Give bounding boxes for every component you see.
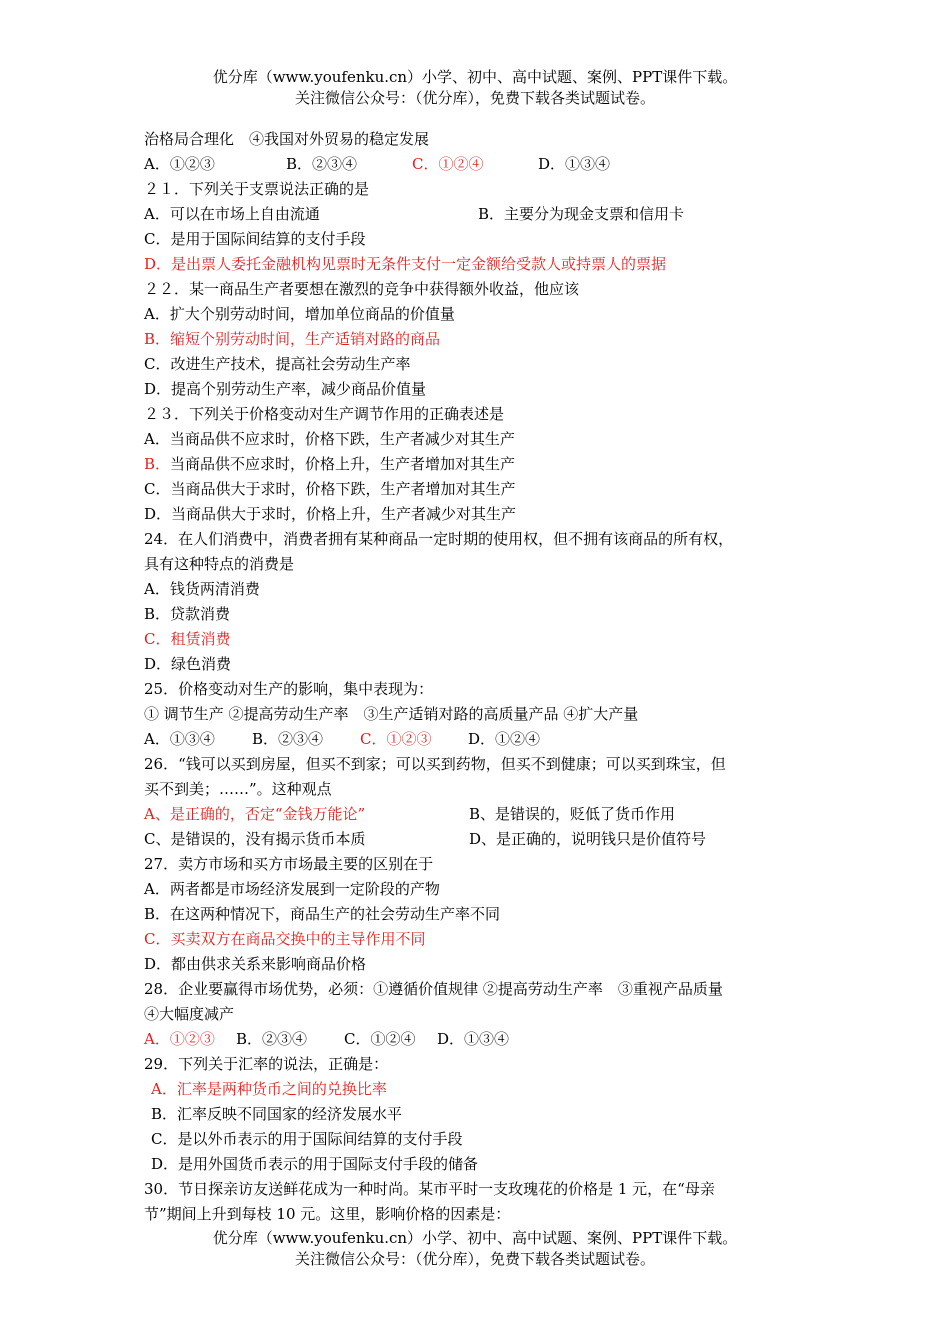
q28-options [144, 1027, 814, 1052]
q25-options [144, 727, 814, 752]
q26-option-a: A、是正确的，否定“金钱万能论” [144, 805, 366, 823]
q25-option-d: D．①②④ [468, 730, 541, 748]
q29-option-b: B．汇率反映不同国家的经济发展水平 [151, 1105, 403, 1123]
q24-option-a: A．钱货两清消费 [144, 580, 260, 598]
q20-options [144, 152, 814, 177]
page-footer [0, 1228, 950, 1270]
q25-stem: 25．价格变动对生产的影响，集中表现为： [144, 680, 434, 698]
q25-option-a: A．①③④ [144, 730, 215, 748]
footer-line-2: 关注微信公众号：（优分库），免费下载各类试题试卷。 [294, 1250, 655, 1268]
q28-option-d: D．①③④ [437, 1030, 510, 1048]
q21-option-c: C．是用于国际间结算的支付手段 [144, 230, 366, 248]
q29-stem: 29．下列关于汇率的说法，正确是： [144, 1055, 389, 1073]
q28-option-a: A．①②③ [144, 1030, 215, 1048]
q27-option-a: A．两者都是市场经济发展到一定阶段的产物 [144, 880, 440, 898]
header-line-1: 优分库（www.youfenku.cn）小学、初中、高中试题、案例、PPT课件下载。 [212, 68, 738, 86]
q23-option-c: C．当商品供大于求时，价格下跌，生产者增加对其生产 [144, 480, 516, 498]
q24-option-c: C．租赁消费 [144, 630, 231, 648]
q23-option-a: A．当商品供不应求时，价格下跌，生产者减少对其生产 [144, 430, 515, 448]
q27-option-d: D．都由供求关系来影响商品价格 [144, 955, 367, 973]
q20-option-a: A．①②③ [144, 155, 215, 173]
q23-option-b [144, 452, 814, 477]
q26-stem-line-2: 买不到美；……”。这种观点 [144, 780, 332, 798]
q29-option-c: C．是以外币表示的用于国际间结算的支付手段 [151, 1130, 463, 1148]
q26-option-c: C、是错误的，没有揭示货币本质 [144, 830, 366, 848]
q22-option-b: B．缩短个别劳动时间，生产适销对路的商品 [144, 330, 441, 348]
q22-option-a: A．扩大个别劳动时间，增加单位商品的价值量 [144, 305, 455, 323]
q24-option-b: B．贷款消费 [144, 605, 231, 623]
q24-stem-line-1: 24．在人们消费中，消费者拥有某种商品一定时期的使用权，但不拥有该商品的所有权， [144, 530, 734, 548]
q27-stem: 27．卖方市场和买方市场最主要的区别在于 [144, 855, 434, 873]
q22-option-c: C．改进生产技术，提高社会劳动生产率 [144, 355, 411, 373]
q28-option-c: C．①②④ [344, 1030, 416, 1048]
q20-option-d: D．①③④ [538, 155, 611, 173]
q21-option-b: B．主要分为现金支票和信用卡 [478, 205, 685, 223]
q21-options-ab [144, 202, 814, 227]
q22-stem: ２２．某一商品生产者要想在激烈的竞争中获得额外收益，他应该 [144, 280, 580, 298]
q26-option-b: B、是错误的，贬低了货币作用 [469, 805, 676, 823]
q30-stem-line-1: 30．节日探亲访友送鲜花成为一种时尚。某市平时一支玫瑰花的价格是 1 元，在“母亲 [144, 1180, 715, 1198]
q23-option-d: D．当商品供大于求时，价格上升，生产者减少对其生产 [144, 505, 517, 523]
q25-option-b: B．②③④ [252, 730, 324, 748]
q25-statements: ① 调节生产 ②提高劳动生产率 ③生产适销对路的高质量产品 ④扩大产量 [144, 705, 639, 723]
q23-option-b-letter: B． [144, 455, 171, 473]
q20-option-c: C．①②④ [412, 155, 484, 173]
q27-option-c: C．买卖双方在商品交换中的主导作用不同 [144, 930, 426, 948]
q25-option-c: C．①②③ [360, 730, 432, 748]
q21-stem: ２１．下列关于支票说法正确的是 [144, 180, 370, 198]
q26-stem-line-1: 26．“钱可以买到房屋，但买不到家；可以买到药物，但买不到健康；可以买到珠宝，但 [144, 755, 726, 773]
footer-line-1: 优分库（www.youfenku.cn）小学、初中、高中试题、案例、PPT课件下载。 [212, 1229, 738, 1247]
q21-option-d: D．是出票人委托金融机构见票时无条件支付一定金额给受款人或持票人的票据 [144, 255, 667, 273]
q26-options-ab [144, 802, 814, 827]
q27-option-b: B．在这两种情况下，商品生产的社会劳动生产率不同 [144, 905, 501, 923]
exam-content [144, 127, 814, 1227]
page-header [0, 67, 950, 109]
q23-option-b-text: 当商品供不应求时，价格上升，生产者增加对其生产 [170, 455, 516, 473]
q23-stem: ２３．下列关于价格变动对生产调节作用的正确表述是 [144, 405, 505, 423]
q20-option-b: B．②③④ [286, 155, 358, 173]
q22-option-d: D．提高个别劳动生产率，减少商品价值量 [144, 380, 427, 398]
q29-option-d: D．是用外国货币表示的用于国际支付手段的储备 [151, 1155, 479, 1173]
q21-option-a: A．可以在市场上自由流通 [144, 205, 320, 223]
q30-stem-line-2: 节”期间上升到每枝 10 元。这里，影响价格的因素是： [144, 1205, 511, 1223]
q29-option-a: A．汇率是两种货币之间的兑换比率 [151, 1080, 387, 1098]
q28-option-b: B．②③④ [236, 1030, 308, 1048]
q24-stem-line-2: 具有这种特点的消费是 [144, 555, 295, 573]
q28-stem-line-2: ④大幅度减产 [144, 1005, 235, 1023]
header-line-2: 关注微信公众号：（优分库），免费下载各类试题试卷。 [294, 89, 655, 107]
q26-options-cd [144, 827, 814, 852]
q24-option-d: D．绿色消费 [144, 655, 232, 673]
q20-continuation: 治格局合理化 ④我国对外贸易的稳定发展 [144, 130, 430, 148]
q26-option-d: D、是正确的，说明钱只是价值符号 [469, 830, 707, 848]
q28-stem-line-1: 28．企业要赢得市场优势，必须：①遵循价值规律 ②提高劳动生产率 ③重视产品质量 [144, 980, 723, 998]
